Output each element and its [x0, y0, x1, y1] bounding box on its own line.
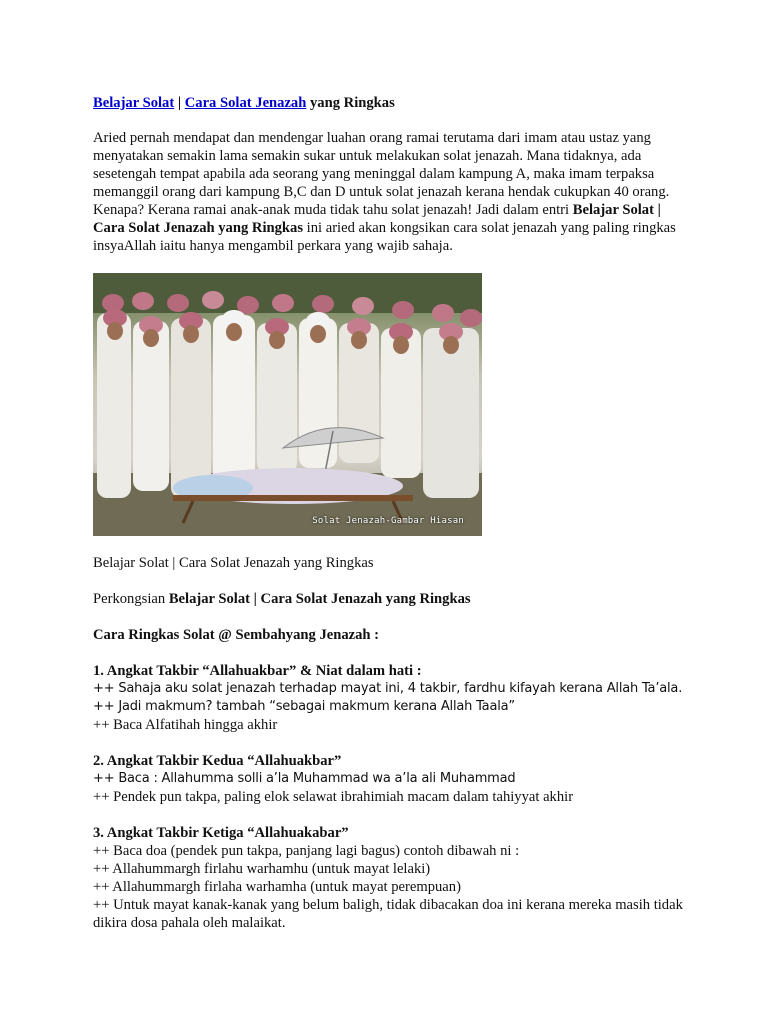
- step-2-line-1: ++ Baca : Allahumma solli a’la Muhammad wa a’la ali Muhammad: [93, 771, 516, 786]
- step-3-title: 3. Angkat Takbir Ketiga “Allahuakabar”: [93, 825, 349, 841]
- intro-text-2: ini aried akan kongsikan cara solat jenazah yang paling ringkas insyaAllah iaitu hanya mengambil perkara yang wajib sahaja.: [93, 220, 676, 254]
- image-title-text: Belajar Solat | Cara Solat Jenazah yang Ringkas: [93, 555, 374, 571]
- share-line: [93, 590, 683, 608]
- title-rest: yang Ringkas: [306, 95, 395, 111]
- share-bold: Belajar Solat | Cara Solat Jenazah yang Ringkas: [168, 591, 471, 607]
- title-link-cara-solat-jenazah[interactable]: Cara Solat Jenazah: [184, 95, 307, 111]
- step-3-line-1: ++ Baca doa (pendek pun takpa, panjang lagi bagus) contoh dibawah ni :: [93, 843, 520, 859]
- intro-text-1: Aried pernah mendapat dan mendengar luahan orang ramai terutama dari imam atau ustaz yang menyatakan semakin lama semakin sukar untuk melakukan solat jenazah. Mana tidaknya, ada sesetengah tempat apabila ada seorang yang meninggal dalam kampung A, maka imam terpaksa memanggil orang dari kampung B,C dan D untuk solat jenazah kerana hendak cukupkan 40 orang. Kenapa? Kerana ramai anak-anak muda tidak tahu solat jenazah! Jadi dalam entri: [93, 130, 670, 218]
- step-3: [93, 824, 683, 932]
- step-1-line-3: ++ Baca Alfatihah hingga akhir: [93, 717, 278, 733]
- page-title: [93, 94, 683, 112]
- step-3-line-2: ++ Allahummargh firlahu warhamhu (untuk mayat lelaki): [93, 861, 431, 877]
- title-separator: |: [174, 95, 185, 111]
- funeral-prayer-photo: [93, 273, 482, 536]
- document-page: [93, 94, 683, 932]
- step-3-line-3: ++ Allahummargh firlaha warhamha (untuk mayat perempuan): [93, 879, 461, 895]
- step-3-line-4: ++ Untuk mayat kanak-kanak yang belum baligh, tidak dibacakan doa ini kerana mereka masih tidak dikira dosa pahala oleh malaikat.: [93, 897, 683, 931]
- step-2-title: 2. Angkat Takbir Kedua “Allahuakbar”: [93, 753, 342, 769]
- step-2: [93, 752, 683, 806]
- intro-paragraph: [93, 129, 683, 255]
- step-1-title: 1. Angkat Takbir “Allahuakbar” & Niat dalam hati :: [93, 663, 422, 679]
- step-1-line-1: ++ Sahaja aku solat jenazah terhadap mayat ini, 4 takbir, fardhu kifayah kerana Allah Ta’ala.: [93, 681, 683, 696]
- section-heading: Cara Ringkas Solat @ Sembahyang Jenazah :: [93, 627, 380, 643]
- step-1-line-2: ++ Jadi makmum? tambah “sebagai makmum kerana Allah Taala”: [93, 699, 515, 714]
- step-1: [93, 662, 683, 734]
- photo-caption: Solat Jenazah-Gambar Hiasan: [312, 516, 464, 526]
- step-2-line-2: ++ Pendek pun takpa, paling elok selawat ibrahimiah macam dalam tahiyyat akhir: [93, 789, 574, 805]
- photo-illustration: [93, 273, 482, 536]
- intro-bold: Belajar Solat | Cara Solat Jenazah yang Ringkas: [93, 202, 661, 236]
- share-prefix: Perkongsian: [93, 591, 169, 607]
- title-link-belajar-solat[interactable]: Belajar Solat: [93, 95, 175, 111]
